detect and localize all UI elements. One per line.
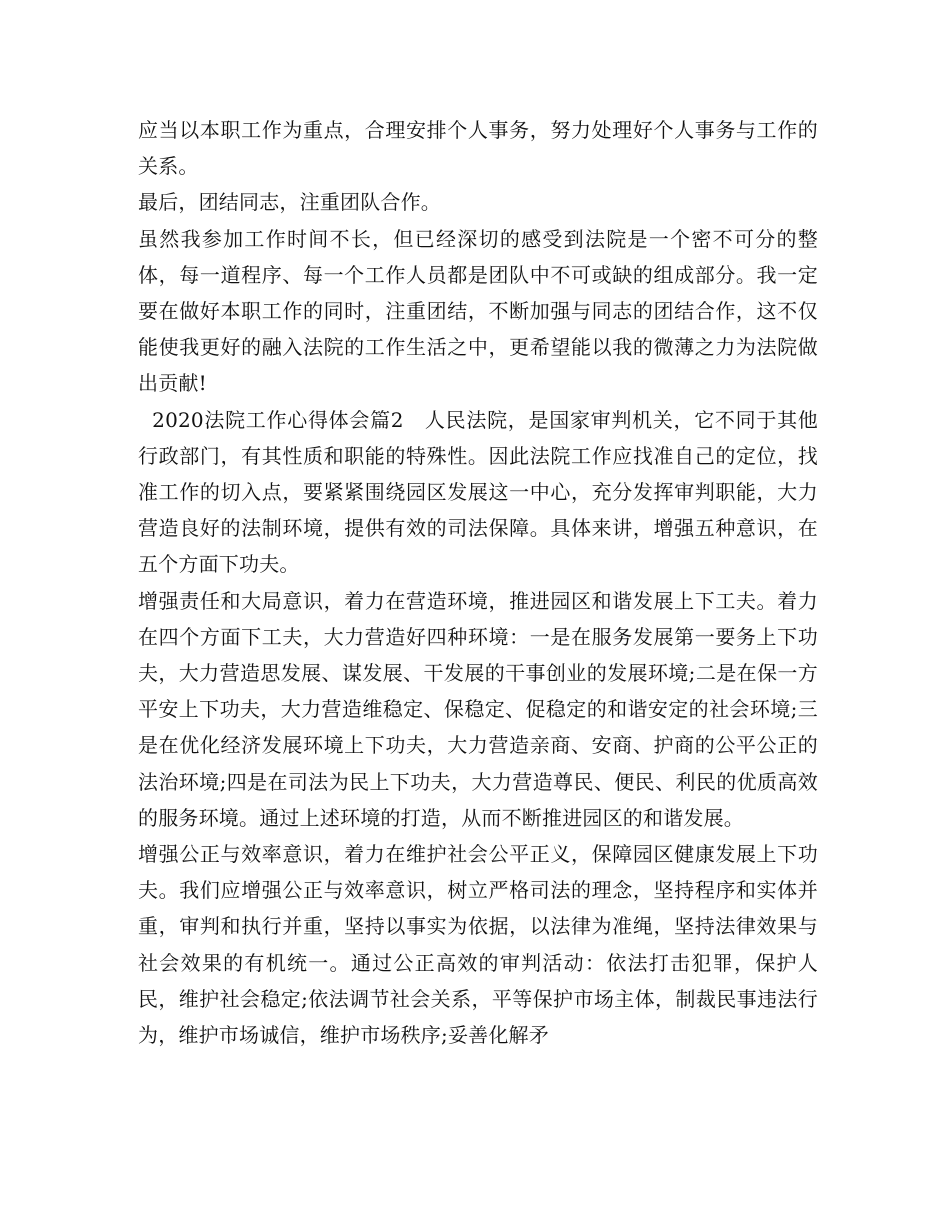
document-body (138, 112, 818, 1053)
paragraph: 增强公正与效率意识，着力在维护社会公平正义，保障园区健康发展上下功夫。我们应增强公正与效率意识，树立严格司法的理念，坚持程序和实体并重，审判和执行并重，坚持以事实为依据，以法律为准绳，坚持法律效果与社会效果的有机统一。通过公正高效的审判活动：依法打击犯罪，保护人民，维护社会稳定;依法调节社会关系，平等保护市场主体，制裁民事违法行为，维护市场诚信，维护市场秩序;妥善化解矛 (138, 842, 818, 1048)
paragraph: 应当以本职工作为重点，合理安排个人事务，努力处理好个人事务与工作的关系。 (138, 118, 818, 179)
paragraph: 增强责任和大局意识，着力在营造环境，推进园区和谐发展上下工夫。着力在四个方面下工夫，大力营造好四种环境：一是在服务发展第一要务上下功夫，大力营造思发展、谋发展、干发展的干事创业的发展环境;二是在保一方平安上下功夫，大力营造维稳定、保稳定、促稳定的和谐安定的社会环境;三是在优化经济发展环境上下功夫，大力营造亲商、安商、护商的公平公正的法治环境;四是在司法为民上下功夫，大力营造尊民、便民、利民的优质高效的服务环境。通过上述环境的打造，从而不断推进园区的和谐发展。 (138, 588, 818, 830)
paragraph: 2020法院工作心得体会篇2 人民法院，是国家审判机关，它不同于其他行政部门，有其性质和职能的特殊性。因此法院工作应找准自己的定位，找准工作的切入点，要紧紧围绕园区发展这一中心，充分发挥审判职能，大力营造良好的法制环境，提供有效的司法保障。具体来讲，增强五种意识，在五个方面下功夫。 (138, 407, 818, 577)
paragraph: 最后，团结同志，注重团队合作。 (138, 190, 441, 215)
paragraph: 虽然我参加工作时间不长，但已经深切的感受到法院是一个密不可分的整体，每一道程序、每一个工作人员都是团队中不可或缺的组成部分。我一定要在做好本职工作的同时，注重团结，不断加强与同志的团结合作，这不仅能使我更好的融入法院的工作生活之中，更希望能以我的微薄之力为法院做出贡献! (138, 226, 818, 396)
